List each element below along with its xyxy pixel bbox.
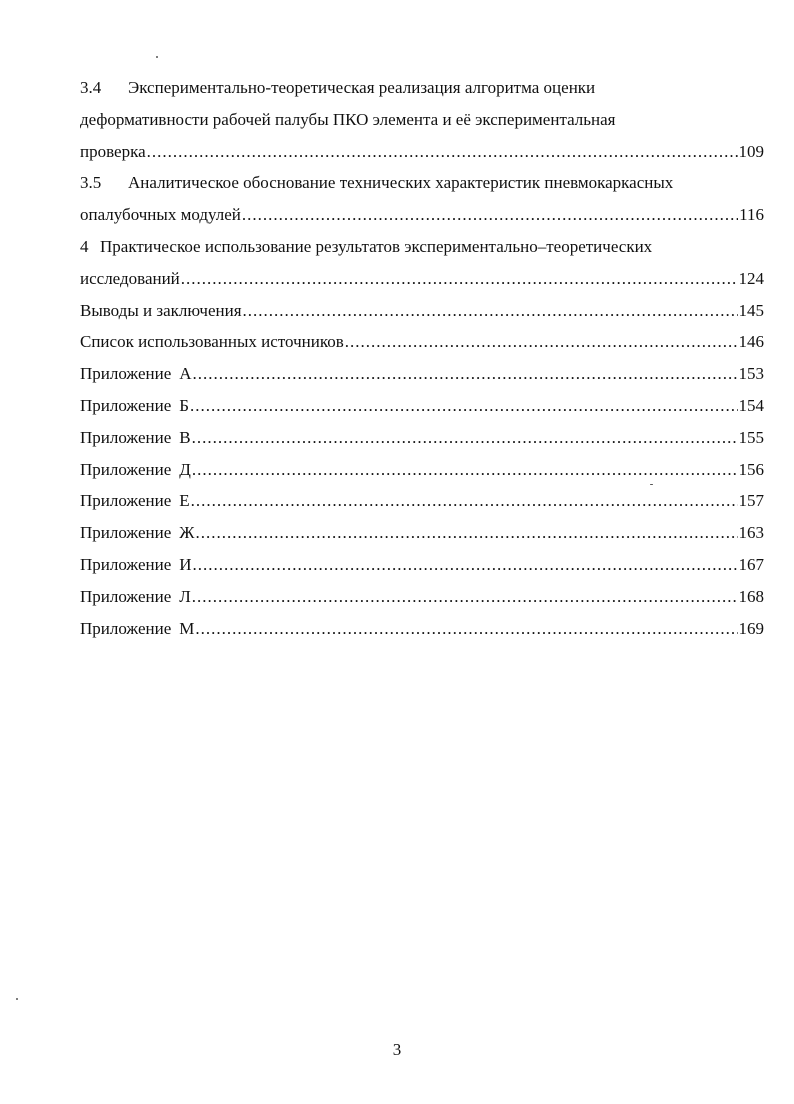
page-ref: 167 <box>738 554 764 574</box>
dot-leader <box>195 613 737 645</box>
page-ref: 163 <box>738 523 764 543</box>
dot-leader <box>345 326 738 358</box>
toc-entry-3-5-line-1 <box>80 167 764 199</box>
dot-leader <box>190 390 737 422</box>
toc-entry-references <box>80 326 764 358</box>
dot-leader <box>195 517 737 549</box>
entry-title <box>80 422 191 454</box>
toc-entry-3-5-line-2 <box>80 199 764 231</box>
scan-speck <box>16 998 18 1000</box>
entry-title <box>80 549 192 581</box>
appendix-letter: А <box>179 364 192 384</box>
toc-entry-4-line-2 <box>80 263 764 295</box>
toc-entry-conclusions <box>80 295 764 327</box>
appendix-letter: И <box>179 554 192 574</box>
entry-title <box>80 517 194 549</box>
appendix-letter: В <box>179 427 191 447</box>
entry-title <box>80 613 194 645</box>
toc-entry-appendix-b <box>80 390 764 422</box>
dot-leader <box>243 295 738 327</box>
section-title-continued: проверка <box>80 141 146 161</box>
appendix-word: Приложение <box>80 618 172 638</box>
section-number: 3.4 <box>80 78 102 97</box>
toc-entry-appendix-d <box>80 454 764 486</box>
toc-entry-3-4-line-2 <box>80 104 764 136</box>
entry-title <box>80 390 189 422</box>
page-ref: 155 <box>738 427 764 447</box>
page-ref: 146 <box>738 332 764 352</box>
page-ref: 124 <box>738 268 764 288</box>
page-ref: 154 <box>738 395 764 415</box>
toc-entry-appendix-m <box>80 613 764 645</box>
section-number: 4 <box>80 236 89 256</box>
page-number: 3 <box>392 1040 402 1059</box>
page-ref: 168 <box>738 586 764 606</box>
entry-title: Список использованных источников <box>80 332 344 352</box>
dot-leader <box>192 454 738 486</box>
dot-leader <box>193 358 738 390</box>
section-title-continued: опалубочных модулей <box>80 205 241 225</box>
page-ref: 169 <box>738 618 764 638</box>
page-ref: 156 <box>738 459 764 479</box>
section-number: 3.5 <box>80 173 102 193</box>
appendix-word: Приложение <box>80 554 172 574</box>
toc-entry-4-line-1 <box>80 231 764 263</box>
dot-leader <box>192 581 738 613</box>
appendix-letter: М <box>179 618 195 638</box>
entry-title <box>80 581 191 613</box>
appendix-letter: Е <box>179 491 190 511</box>
appendix-letter: Б <box>179 395 190 415</box>
toc-entry-appendix-zh <box>80 517 764 549</box>
toc-entry-3-4-line-1 <box>80 72 764 104</box>
dot-leader <box>191 485 738 517</box>
table-of-contents <box>80 72 764 644</box>
appendix-word: Приложение <box>80 491 172 511</box>
page-ref: 116 <box>739 205 764 225</box>
section-title-continued: деформативности рабочей палубы ПКО элемента и её экспериментальная <box>80 109 616 129</box>
toc-entry-appendix-a <box>80 358 764 390</box>
toc-entry-appendix-l <box>80 581 764 613</box>
appendix-word: Приложение <box>80 395 172 415</box>
entry-title: Выводы и заключения <box>80 300 242 320</box>
appendix-word: Приложение <box>80 523 172 543</box>
section-title-continued: исследований <box>80 268 180 288</box>
appendix-letter: Д <box>179 459 191 479</box>
scan-speck <box>156 56 158 58</box>
page-ref: 153 <box>738 364 764 384</box>
page-ref: 157 <box>738 491 764 511</box>
dot-leader <box>193 549 738 581</box>
section-title: Экспериментально-теоретическая реализация алгоритма оценки <box>128 78 596 97</box>
entry-title <box>80 454 191 486</box>
dot-leader <box>181 263 738 295</box>
appendix-letter: Ж <box>179 523 195 543</box>
toc-entry-appendix-v <box>80 422 764 454</box>
appendix-word: Приложение <box>80 427 172 447</box>
toc-entry-appendix-e <box>80 485 764 517</box>
appendix-word: Приложение <box>80 364 172 384</box>
entry-title <box>80 358 192 390</box>
dot-leader <box>242 199 738 231</box>
appendix-word: Приложение <box>80 459 172 479</box>
appendix-letter: Л <box>179 586 191 606</box>
section-title: Практическое использование результатов экспериментально–теоретических <box>100 236 653 256</box>
page-ref: 109 <box>738 141 764 161</box>
entry-title <box>80 485 190 517</box>
toc-entry-3-4-line-3 <box>80 136 764 168</box>
appendix-word: Приложение <box>80 586 172 606</box>
toc-entry-appendix-i <box>80 549 764 581</box>
dot-leader <box>147 136 738 168</box>
dot-leader <box>192 422 738 454</box>
section-title: Аналитическое обоснование технических характеристик пневмокаркасных <box>128 173 674 193</box>
page-ref: 145 <box>738 300 764 320</box>
